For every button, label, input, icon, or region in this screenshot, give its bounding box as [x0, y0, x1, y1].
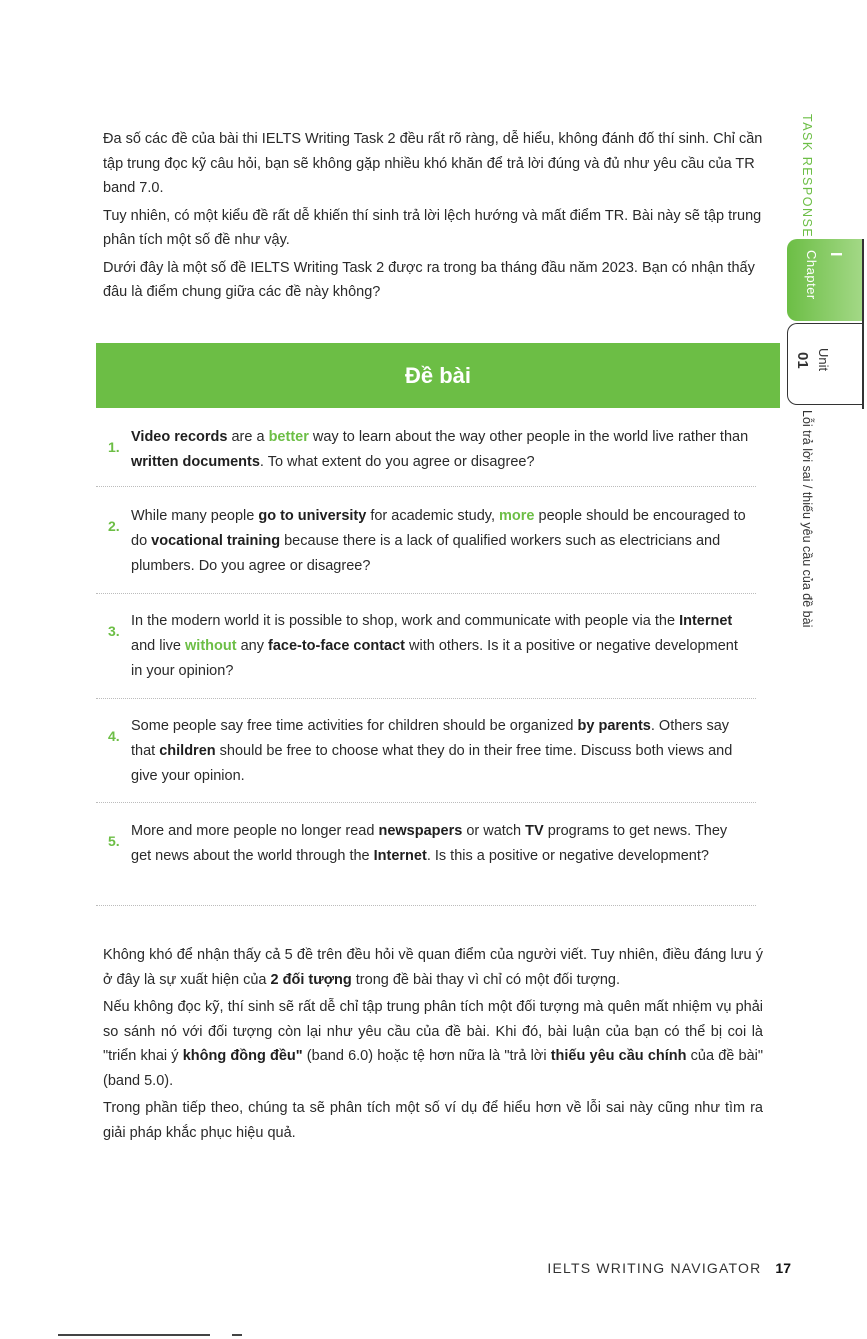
- sidebar-rule: [862, 239, 864, 409]
- intro-text: [103, 127, 763, 308]
- page-footer: [547, 1260, 791, 1276]
- bottom-rule: [232, 1334, 242, 1336]
- question-3: [103, 609, 763, 684]
- question-text: In the modern world it is possible to shop, work and communicate with people via the Internet and live without any face-to-face contact with others. Is it a positive or negative development in your opinion?: [131, 613, 738, 679]
- chapter-number: I: [827, 252, 844, 257]
- outro-paragraph-2: Nếu không đọc kỹ, thí sinh sẽ rất dễ chỉ tập trung phân tích một đối tượng mà quên mất nhiệm vụ phải so sánh nó với đối tượng còn lại như yêu cầu của đề bài. Khi đó, bài luận của bạn có thể bị coi là "triển khai ý không đồng đều" (band 6.0) hoặc tệ hơn nữa là "trả lời thiếu yêu cầu chính của đề bài" (band 5.0).: [103, 999, 764, 1089]
- intro-paragraph-3: Dưới đây là một số đề IELTS Writing Task 2 được ra trong ba tháng đầu năm 2023. Bạn có nhận thấy đâu là điểm chung giữa các đề này không?: [103, 259, 755, 300]
- page-number: 17: [775, 1260, 791, 1276]
- outro-paragraph-3: Trong phần tiếp theo, chúng ta sẽ phân tích một số ví dụ để hiểu hơn về lỗi sai này cũng như tìm ra giải pháp khắc phục hiệu quả.: [103, 1100, 763, 1141]
- outro-text: [103, 943, 763, 1148]
- bottom-rule: [58, 1334, 210, 1336]
- question-text: More and more people no longer read newspapers or watch TV programs to get news. They get news about the world through the Internet. Is this a positive or negative development?: [131, 823, 728, 864]
- question-1: [103, 425, 763, 475]
- intro-paragraph-1: Đa số các đề của bài thi IELTS Writing Task 2 đều rất rõ ràng, dễ hiểu, không đánh đố thí sinh. Chỉ cần tập trung đọc kỹ câu hỏi, bạn sẽ không gặp nhiều khó khăn để trả lời đúng và đủ như yêu cầu của TR band 7.0.: [103, 131, 763, 196]
- book-title: IELTS WRITING NAVIGATOR: [547, 1260, 762, 1276]
- question-text: Some people say free time activities for children should be organized by parents. Others say that children should be free to choose what they do in their free time. Discuss both views and give your opinion.: [131, 718, 733, 784]
- divider: [96, 593, 756, 594]
- intro-paragraph-2: Tuy nhiên, có một kiểu đề rất dễ khiến thí sinh trả lời lệch hướng và mất điểm TR. Bài này sẽ tập trung phân tích một số đề như vậy.: [103, 207, 762, 248]
- section-title: Đề bài: [404, 362, 472, 388]
- unit-label: Unit: [816, 348, 831, 372]
- chapter-tab: [787, 239, 862, 321]
- divider: [96, 802, 756, 803]
- section-title-bar: [96, 343, 780, 408]
- task-response-label: TASK RESPONSE: [800, 114, 814, 239]
- question-number: 1.: [108, 439, 120, 455]
- question-number: 3.: [108, 623, 120, 639]
- question-number: 2.: [108, 518, 120, 534]
- question-text: Video records are a better way to learn about the way other people in the world live rather than written documents. To what extent do you agree or disagree?: [131, 429, 749, 470]
- outro-paragraph-1: Không khó để nhận thấy cả 5 đề trên đều hỏi về quan điểm của người viết. Tuy nhiên, điều đáng lưu ý ở đây là sự xuất hiện của 2 đối tượng trong đề bài thay vì chỉ có một đối tượng.: [103, 947, 763, 988]
- question-2: [103, 504, 763, 579]
- chapter-label: Chapter: [804, 250, 819, 300]
- divider: [96, 905, 756, 906]
- question-text: While many people go to university for academic study, more people should be encouraged to do vocational training because there is a lack of qualified workers such as electricians and plumbers. Do you agree or disagree?: [131, 508, 746, 574]
- divider: [96, 698, 756, 699]
- question-number: 4.: [108, 728, 120, 744]
- question-5: [103, 819, 763, 869]
- unit-number: 01: [794, 352, 811, 369]
- question-number: 5.: [108, 833, 120, 849]
- divider: [96, 486, 756, 487]
- question-4: [103, 714, 763, 789]
- unit-title: Lỗi trả lời sai / thiếu yêu cầu của đề bài: [800, 410, 814, 628]
